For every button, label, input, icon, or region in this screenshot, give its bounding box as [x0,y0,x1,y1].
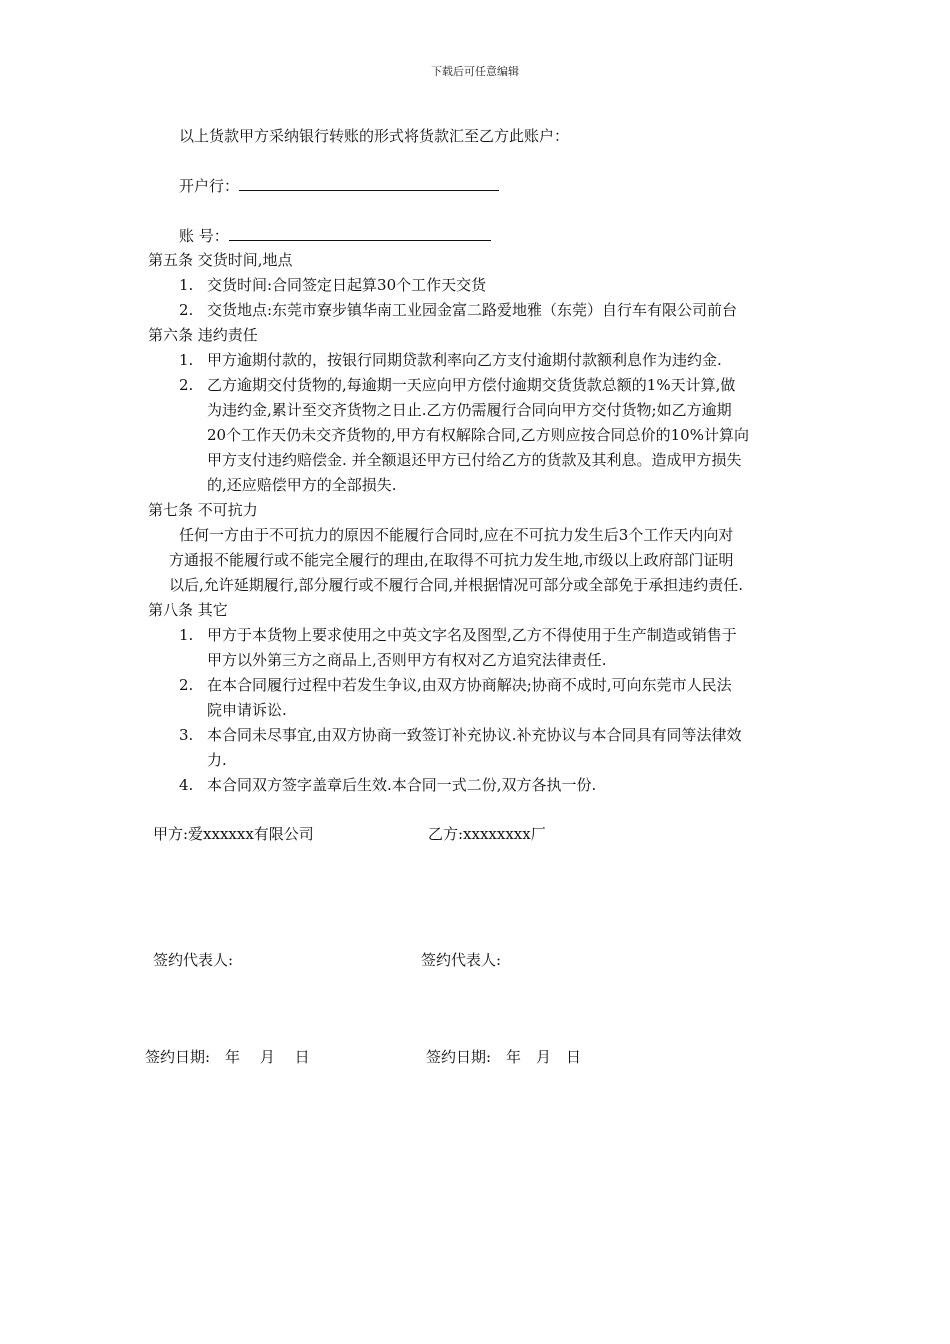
list-number: 2. [179,301,194,319]
signing-date-b: 签约日期: 年 月 日 [426,1048,582,1066]
bank-field [179,174,499,199]
list-item: 本合同双方签字盖章后生效.本合同一式二份,双方各执一份. [207,776,597,794]
article-6-title: 第六条 违约责任 [148,326,258,344]
article-7-paragraph: 任何一方由于不可抗力的原因不能履行合同时,应在不可抗力发生后3个工作天内向对 方通报不能履行或不能完全履行的理由,在取得不可抗力发生地,市级以上政府部门证明 以后,允许延期履行,部分履行或不履行合同,并根据情况可部分或全部免于承担违约责任. [169,526,744,594]
page-header: 下载后可任意编辑 [431,65,519,78]
payment-intro: 以上货款甲方采纳银行转账的形式将货款汇至乙方此账户： [179,127,570,145]
article-8-title: 第八条 其它 [148,601,228,619]
list-number: 1. [179,276,194,294]
list-number: 3. [179,726,194,744]
list-item: 乙方逾期交付货物的,每逾期一天应向甲方偿付逾期交货货款总额的1%天计算,做 为违约金,累计至交齐货物之日止.乙方仍需履行合同向甲方交付货物;如乙方逾期 20个工作天仍未交齐货物的,甲方有权解除合同,乙方则应按合同总价的10%计算向 甲方支付违约赔偿金. 并全额退还甲方已付给乙方的货款及其利息。造成甲方损失 的,还应赔偿甲方的全部损失. [207,376,749,494]
bank-label: 开户行： [179,177,240,195]
list-item: 本合同未尽事宜,由双方协商一致签订补充协议.补充协议与本合同具有同等法律效 力. [207,726,742,769]
representative-b-label: 签约代表人: [421,951,502,969]
party-b: 乙方:xxxxxxxx厂 [428,825,546,843]
article-7-title: 第七条 不可抗力 [148,501,258,519]
article-5-title: 第五条 交货时间,地点 [148,251,293,269]
list-number: 1. [179,351,194,369]
account-field [179,224,491,249]
representative-a-label: 签约代表人: [153,951,234,969]
party-a: 甲方:爱xxxxxx有限公司 [153,825,314,843]
signing-date-a: 签约日期: 年 月 日 [145,1048,310,1066]
account-blank-line [229,226,491,241]
list-number: 4. [179,776,194,794]
list-number: 2. [179,376,194,394]
list-item: 甲方逾期付款的，按银行同期贷款利率向乙方支付逾期付款额利息作为违约金. [207,351,722,369]
list-item: 交货时间:合同签定日起算30个工作天交货 [207,276,487,294]
list-item: 甲方于本货物上要求使用之中英文字名及图型,乙方不得使用于生产制造或销售于 甲方以外第三方之商品上,否则甲方有权对乙方追究法律责任. [207,626,737,669]
list-item: 交货地点:东莞市寮步镇华南工业园金富二路爱地雅（东莞）自行车有限公司前台 [207,301,738,319]
list-number: 1. [179,626,194,644]
list-item: 在本合同履行过程中若发生争议,由双方协商解决;协商不成时,可向东莞市人民法 院申请诉讼. [207,676,732,719]
bank-blank-line [239,176,499,191]
list-number: 2. [179,676,194,694]
account-label: 账 号： [179,227,229,245]
